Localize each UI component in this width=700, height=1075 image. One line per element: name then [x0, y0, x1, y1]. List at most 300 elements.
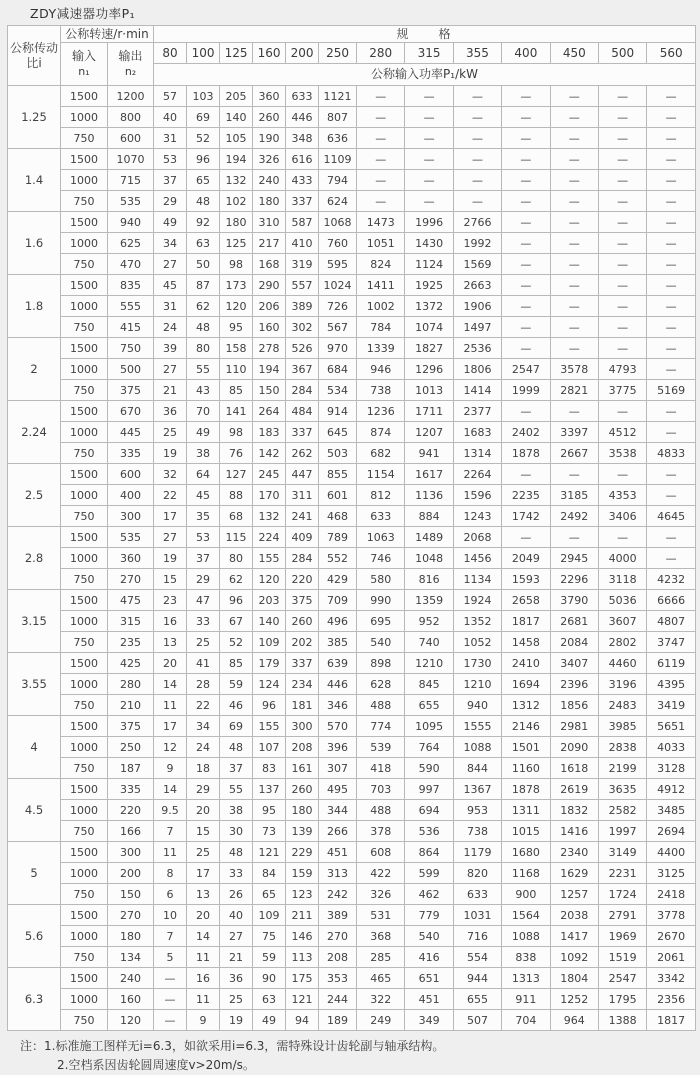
power-value-cell: 158	[220, 338, 253, 359]
ratio-cell: 4	[8, 716, 61, 779]
power-value-cell: 636	[319, 128, 357, 149]
power-value-cell: 716	[453, 926, 501, 947]
power-value-cell: —	[550, 149, 598, 170]
power-value-cell: 159	[286, 863, 319, 884]
power-value-cell: 628	[357, 674, 405, 695]
output-speed-cell: 600	[108, 128, 154, 149]
power-value-cell: 183	[253, 422, 286, 443]
power-value-cell: —	[550, 317, 598, 338]
power-value-cell: 633	[286, 86, 319, 107]
power-value-cell: 1074	[405, 317, 453, 338]
power-value-cell: 820	[453, 863, 501, 884]
power-value-cell: 900	[502, 884, 550, 905]
power-value-cell: 3635	[598, 779, 646, 800]
power-value-cell: 43	[187, 380, 220, 401]
power-value-cell: 2536	[453, 338, 501, 359]
power-value-cell: 488	[357, 695, 405, 716]
input-speed-cell: 1000	[61, 611, 108, 632]
power-value-cell: 31	[154, 296, 187, 317]
power-value-cell: 224	[253, 527, 286, 548]
power-value-cell: 655	[405, 695, 453, 716]
output-speed-cell: 375	[108, 380, 154, 401]
power-value-cell: 2547	[502, 359, 550, 380]
power-value-cell: —	[502, 338, 550, 359]
power-value-cell: 1257	[550, 884, 598, 905]
power-value-cell: —	[357, 149, 405, 170]
power-value-cell: 944	[453, 968, 501, 989]
power-value-cell: 264	[253, 401, 286, 422]
ratio-cell: 1.4	[8, 149, 61, 212]
power-value-cell: 31	[154, 128, 187, 149]
power-value-cell: 1497	[453, 317, 501, 338]
power-value-cell: 20	[187, 905, 220, 926]
power-value-cell: 55	[187, 359, 220, 380]
power-value-cell: —	[598, 170, 646, 191]
power-value-cell: 21	[220, 947, 253, 968]
output-speed-cell: 445	[108, 422, 154, 443]
input-speed-cell: 1500	[61, 905, 108, 926]
power-value-cell: 2049	[502, 548, 550, 569]
input-speed-cell: 1500	[61, 590, 108, 611]
power-value-cell: 378	[357, 821, 405, 842]
power-value-cell: 695	[357, 611, 405, 632]
power-value-cell: 109	[253, 632, 286, 653]
power-value-cell: 6	[154, 884, 187, 905]
table-row	[8, 821, 696, 842]
power-value-cell: 1992	[453, 233, 501, 254]
power-value-cell: 11	[187, 947, 220, 968]
input-speed-cell: 1500	[61, 149, 108, 170]
table-row	[8, 233, 696, 254]
power-value-cell: 64	[187, 464, 220, 485]
input-speed-cell: 1500	[61, 968, 108, 989]
power-value-cell: 760	[319, 233, 357, 254]
power-value-cell: 385	[319, 632, 357, 653]
power-value-cell: 24	[154, 317, 187, 338]
input-speed-cell: 1500	[61, 527, 108, 548]
power-value-cell: —	[357, 128, 405, 149]
power-value-cell: 3149	[598, 842, 646, 863]
output-speed-cell: 940	[108, 212, 154, 233]
power-value-cell: 2802	[598, 632, 646, 653]
power-value-cell: 3118	[598, 569, 646, 590]
power-value-cell: 310	[253, 212, 286, 233]
table-row	[8, 590, 696, 611]
power-value-cell: 300	[286, 716, 319, 737]
power-value-cell: —	[502, 401, 550, 422]
power-value-cell: 1124	[405, 254, 453, 275]
power-value-cell: 447	[286, 464, 319, 485]
input-speed-header	[61, 43, 108, 86]
power-value-cell: 4395	[647, 674, 696, 695]
power-value-cell: —	[502, 86, 550, 107]
table-row	[8, 128, 696, 149]
power-value-cell: —	[357, 107, 405, 128]
power-value-cell: 4460	[598, 653, 646, 674]
power-value-cell: 874	[357, 422, 405, 443]
output-speed-cell: 715	[108, 170, 154, 191]
power-value-cell: 9	[154, 758, 187, 779]
power-value-cell: —	[405, 86, 453, 107]
power-value-cell: —	[453, 170, 501, 191]
power-value-cell: —	[154, 1010, 187, 1031]
power-value-cell: —	[453, 128, 501, 149]
power-value-cell: 46	[220, 695, 253, 716]
input-speed-cell: 750	[61, 758, 108, 779]
power-value-cell: 5169	[647, 380, 696, 401]
power-value-cell: 2492	[550, 506, 598, 527]
power-value-cell: 146	[286, 926, 319, 947]
power-value-cell: 124	[253, 674, 286, 695]
table-row	[8, 947, 696, 968]
power-value-cell: 7	[154, 821, 187, 842]
power-value-cell: 554	[453, 947, 501, 968]
power-value-cell: 1817	[502, 611, 550, 632]
table-row	[8, 380, 696, 401]
power-value-cell: 746	[357, 548, 405, 569]
output-speed-cell: 235	[108, 632, 154, 653]
power-value-cell: —	[405, 149, 453, 170]
power-value-cell: —	[357, 86, 405, 107]
power-value-cell: 1593	[502, 569, 550, 590]
power-value-cell: 3196	[598, 674, 646, 695]
power-value-cell: 2084	[550, 632, 598, 653]
power-value-cell: 1031	[453, 905, 501, 926]
power-value-cell: 684	[319, 359, 357, 380]
power-value-cell: 37	[187, 548, 220, 569]
power-value-cell: 838	[502, 947, 550, 968]
power-value-cell: 1473	[357, 212, 405, 233]
power-value-cell: 4033	[647, 737, 696, 758]
power-value-cell: 1804	[550, 968, 598, 989]
table-row	[8, 548, 696, 569]
table-row	[8, 653, 696, 674]
power-value-cell: —	[405, 191, 453, 212]
power-value-cell: 37	[154, 170, 187, 191]
power-value-cell: 38	[187, 443, 220, 464]
power-value-cell: —	[647, 86, 696, 107]
table-row	[8, 779, 696, 800]
power-value-cell: 24	[187, 737, 220, 758]
power-value-cell: 84	[253, 863, 286, 884]
output-speed-cell: 360	[108, 548, 154, 569]
power-value-cell: 107	[253, 737, 286, 758]
power-value-cell: —	[647, 548, 696, 569]
size-column-header: 280	[357, 43, 405, 64]
table-header	[8, 26, 696, 86]
output-speed-cell: 210	[108, 695, 154, 716]
ratio-cell: 1.25	[8, 86, 61, 149]
power-value-cell: 633	[453, 884, 501, 905]
output-speed-cell: 270	[108, 569, 154, 590]
size-column-header: 100	[187, 43, 220, 64]
power-value-cell: 48	[220, 842, 253, 863]
power-value-cell: 6666	[647, 590, 696, 611]
power-value-cell: 337	[286, 422, 319, 443]
power-value-cell: 446	[319, 674, 357, 695]
power-value-cell: 2582	[598, 800, 646, 821]
input-speed-cell: 750	[61, 569, 108, 590]
power-value-cell: 526	[286, 338, 319, 359]
power-value-cell: 27	[154, 359, 187, 380]
table-row	[8, 254, 696, 275]
power-value-cell: —	[453, 191, 501, 212]
power-value-cell: 120	[253, 569, 286, 590]
table-row	[8, 632, 696, 653]
power-value-cell: 4353	[598, 485, 646, 506]
power-value-cell: 1154	[357, 464, 405, 485]
power-value-cell: 98	[220, 422, 253, 443]
power-value-cell: 1134	[453, 569, 501, 590]
ratio-column-header	[8, 26, 61, 86]
power-value-cell: 429	[319, 569, 357, 590]
power-value-cell: 38	[220, 800, 253, 821]
power-value-cell: —	[647, 422, 696, 443]
input-speed-cell: 750	[61, 1010, 108, 1031]
output-speed-cell: 1200	[108, 86, 154, 107]
power-value-cell: 36	[154, 401, 187, 422]
input-speed-cell: 1500	[61, 86, 108, 107]
power-value-cell: 624	[319, 191, 357, 212]
power-value-cell: 2264	[453, 464, 501, 485]
power-value-cell: 1052	[453, 632, 501, 653]
power-value-cell: 784	[357, 317, 405, 338]
input-speed-cell: 1000	[61, 422, 108, 443]
power-value-cell: 1311	[502, 800, 550, 821]
input-speed-symbol: n₁	[78, 65, 90, 78]
power-value-cell: 789	[319, 527, 357, 548]
output-speed-symbol: n₂	[124, 65, 137, 78]
power-value-cell: 1243	[453, 506, 501, 527]
power-value-cell: 96	[253, 695, 286, 716]
power-value-cell: 389	[319, 905, 357, 926]
power-value-cell: —	[598, 296, 646, 317]
size-column-header: 400	[502, 43, 550, 64]
power-value-cell: 1711	[405, 401, 453, 422]
power-value-cell: 1795	[598, 989, 646, 1010]
power-value-cell: —	[550, 296, 598, 317]
power-value-cell: 2981	[550, 716, 598, 737]
power-value-cell: 140	[220, 107, 253, 128]
power-value-cell: 2061	[647, 947, 696, 968]
power-value-cell: —	[647, 485, 696, 506]
table-row	[8, 296, 696, 317]
power-value-cell: —	[550, 170, 598, 191]
power-value-cell: 1051	[357, 233, 405, 254]
power-value-cell: —	[502, 296, 550, 317]
input-speed-cell: 1500	[61, 842, 108, 863]
power-value-cell: 1489	[405, 527, 453, 548]
output-speed-cell: 800	[108, 107, 154, 128]
input-speed-label: 输入	[71, 49, 96, 63]
power-value-cell: 20	[154, 653, 187, 674]
power-value-cell: 190	[253, 128, 286, 149]
power-value-cell: 16	[187, 968, 220, 989]
ratio-cell: 3.15	[8, 590, 61, 653]
input-speed-cell: 750	[61, 506, 108, 527]
power-value-cell: 1210	[453, 674, 501, 695]
power-value-cell: 18	[187, 758, 220, 779]
output-speed-cell: 400	[108, 485, 154, 506]
power-value-cell: 1252	[550, 989, 598, 1010]
power-value-cell: 284	[286, 380, 319, 401]
power-value-cell: 1519	[598, 947, 646, 968]
page-title: ZDY减速器功率P₁	[30, 6, 136, 21]
table-row	[8, 968, 696, 989]
power-value-cell: 217	[253, 233, 286, 254]
power-value-cell: 36	[220, 968, 253, 989]
power-value-cell: 68	[220, 506, 253, 527]
power-value-cell: 132	[220, 170, 253, 191]
power-value-cell: 946	[357, 359, 405, 380]
power-value-cell: 997	[405, 779, 453, 800]
power-value-cell: 1168	[502, 863, 550, 884]
output-speed-label: 输出	[118, 49, 143, 63]
power-value-cell: 17	[154, 506, 187, 527]
power-value-cell: 25	[220, 989, 253, 1010]
power-value-cell: 1296	[405, 359, 453, 380]
power-value-cell: 52	[220, 632, 253, 653]
table-row	[8, 800, 696, 821]
power-value-cell: 1359	[405, 590, 453, 611]
power-value-cell: 4833	[647, 443, 696, 464]
power-value-cell: 616	[286, 149, 319, 170]
power-value-cell: —	[647, 149, 696, 170]
power-value-cell: 109	[253, 905, 286, 926]
power-value-cell: —	[550, 464, 598, 485]
ratio-cell: 2.24	[8, 401, 61, 464]
power-value-cell: 3342	[647, 968, 696, 989]
power-value-cell: 389	[286, 296, 319, 317]
power-value-cell: 9	[187, 1010, 220, 1031]
power-value-cell: —	[550, 86, 598, 107]
power-value-cell: 1352	[453, 611, 501, 632]
input-speed-cell: 1000	[61, 485, 108, 506]
power-value-cell: —	[550, 338, 598, 359]
ratio-header-line2: 比i	[26, 55, 42, 70]
power-value-cell: 595	[319, 254, 357, 275]
power-value-cell: 206	[253, 296, 286, 317]
power-value-cell: 3185	[550, 485, 598, 506]
power-value-cell: 10	[154, 905, 187, 926]
power-value-cell: 208	[286, 737, 319, 758]
ratio-cell: 2.5	[8, 464, 61, 527]
power-value-cell: 121	[286, 989, 319, 1010]
ratio-cell: 5	[8, 842, 61, 905]
power-value-cell: 1088	[502, 926, 550, 947]
power-value-cell: 1742	[502, 506, 550, 527]
power-value-cell: 85	[220, 380, 253, 401]
power-value-cell: 1617	[405, 464, 453, 485]
input-speed-cell: 1000	[61, 233, 108, 254]
power-value-cell: 110	[220, 359, 253, 380]
power-value-cell: 113	[286, 947, 319, 968]
power-value-cell: 496	[319, 611, 357, 632]
power-value-cell: 552	[319, 548, 357, 569]
power-value-cell: 14	[154, 674, 187, 695]
power-value-cell: 1109	[319, 149, 357, 170]
power-value-cell: 1210	[405, 653, 453, 674]
power-value-cell: 1817	[647, 1010, 696, 1031]
output-speed-cell: 555	[108, 296, 154, 317]
power-value-cell: 16	[154, 611, 187, 632]
power-value-cell: 540	[357, 632, 405, 653]
power-value-cell: 1969	[598, 926, 646, 947]
power-value-cell: 368	[357, 926, 405, 947]
note-item-1: 1.标准施工图样无i=6.3，如欲采用i=6.3，需特殊设计齿轮副与轴承结构。	[44, 1039, 445, 1053]
power-value-cell: 2670	[647, 926, 696, 947]
note-item-2: 2.空档系因齿轮圆周速度v>20m/s。	[57, 1058, 255, 1072]
power-value-cell: 73	[253, 821, 286, 842]
input-speed-cell: 1000	[61, 674, 108, 695]
power-value-cell: 2038	[550, 905, 598, 926]
power-value-cell: —	[550, 191, 598, 212]
power-value-cell: —	[647, 464, 696, 485]
power-value-cell: 105	[220, 128, 253, 149]
power-value-cell: 25	[154, 422, 187, 443]
output-speed-cell: 750	[108, 338, 154, 359]
power-value-cell: 63	[253, 989, 286, 1010]
power-value-cell: 208	[319, 947, 357, 968]
power-value-cell: 2146	[502, 716, 550, 737]
power-value-cell: 211	[286, 905, 319, 926]
power-value-cell: 580	[357, 569, 405, 590]
power-value-cell: 202	[286, 632, 319, 653]
power-value-cell: 45	[154, 275, 187, 296]
power-value-cell: 446	[286, 107, 319, 128]
power-value-cell: 570	[319, 716, 357, 737]
power-value-cell: 540	[405, 926, 453, 947]
table-row	[8, 107, 696, 128]
power-value-cell: 348	[286, 128, 319, 149]
power-value-cell: 1312	[502, 695, 550, 716]
power-value-cell: 49	[154, 212, 187, 233]
power-value-cell: 1878	[502, 779, 550, 800]
power-value-cell: 816	[405, 569, 453, 590]
power-value-cell: —	[598, 254, 646, 275]
table-row	[8, 1010, 696, 1031]
note-line-2	[57, 1056, 700, 1075]
power-value-cell: 34	[187, 716, 220, 737]
power-value-cell: —	[502, 128, 550, 149]
power-value-cell: —	[598, 401, 646, 422]
power-value-cell: 98	[220, 254, 253, 275]
output-speed-cell: 535	[108, 527, 154, 548]
power-value-cell: 3538	[598, 443, 646, 464]
power-value-cell: —	[647, 128, 696, 149]
power-value-cell: —	[502, 464, 550, 485]
power-value-cell: 845	[405, 674, 453, 695]
power-value-cell: 495	[319, 779, 357, 800]
power-value-cell: 19	[154, 443, 187, 464]
power-value-cell: 2396	[550, 674, 598, 695]
power-value-cell: 1063	[357, 527, 405, 548]
power-value-cell: 8	[154, 863, 187, 884]
output-speed-cell: 220	[108, 800, 154, 821]
input-speed-cell: 1000	[61, 296, 108, 317]
power-value-cell: —	[598, 464, 646, 485]
power-value-cell: 180	[253, 191, 286, 212]
power-value-cell: 180	[286, 800, 319, 821]
input-speed-cell: 1500	[61, 464, 108, 485]
power-value-cell: —	[550, 401, 598, 422]
power-value-cell: 774	[357, 716, 405, 737]
power-value-cell: 11	[154, 695, 187, 716]
table-row	[8, 275, 696, 296]
table-row	[8, 443, 696, 464]
power-value-cell: 1925	[405, 275, 453, 296]
power-value-cell: 2658	[502, 590, 550, 611]
